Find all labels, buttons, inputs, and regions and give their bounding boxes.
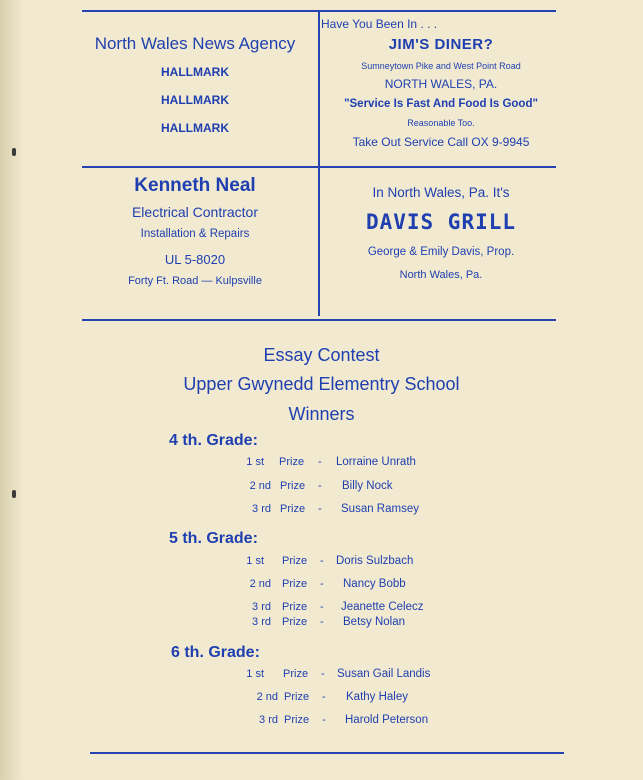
winner-row <box>0 480 643 498</box>
grill-intro: In North Wales, Pa. It's <box>372 185 510 200</box>
winner-dash: - <box>318 503 322 515</box>
diner-slogan: "Service Is Fast And Food Is Good" <box>344 98 538 110</box>
page-bottom-rule <box>90 752 564 754</box>
binding-hole <box>12 148 16 156</box>
winner-name: Doris Sulzbach <box>336 555 414 567</box>
winner-prize-label: Prize <box>280 480 306 492</box>
diner-note: Reasonable Too. <box>407 118 475 128</box>
grill-name: DAVIS GRILL <box>365 210 517 234</box>
winner-dash: - <box>318 456 322 468</box>
grill-town: North Wales, Pa. <box>399 269 483 281</box>
winner-row <box>0 714 643 732</box>
winner-dash: - <box>321 668 325 680</box>
winner-name: Jeanette Celecz <box>341 601 424 613</box>
diner-name: JIM'S DINER? <box>388 36 494 53</box>
diner-address: Sumneytown Pike and West Point Road <box>361 61 521 71</box>
winner-place: 1 st <box>246 456 264 468</box>
winner-row <box>0 456 643 474</box>
grade-heading: 6 th. Grade: <box>171 644 260 661</box>
winner-dash: - <box>320 555 324 567</box>
winner-name: Nancy Bobb <box>343 578 406 590</box>
winner-dash: - <box>322 714 326 726</box>
contractor-title: Electrical Contractor <box>131 204 259 220</box>
winner-prize-label: Prize <box>282 601 308 613</box>
winner-name: Lorraine Unrath <box>336 456 416 468</box>
winner-row <box>0 503 643 521</box>
contractor-services: Installation & Repairs <box>140 228 250 240</box>
davis-grill-ad <box>321 185 561 281</box>
winner-row <box>0 691 643 709</box>
winner-place: 1 st <box>246 668 264 680</box>
winner-prize-label: Prize <box>282 578 308 590</box>
news-agency-ad <box>70 34 320 135</box>
winner-place: 1 st <box>246 555 264 567</box>
hallmark-line: HALLMARK <box>161 93 229 107</box>
grade-heading: 5 th. Grade: <box>169 530 258 547</box>
winner-name: Harold Peterson <box>345 714 429 726</box>
ad-grid-bottom-rule <box>82 319 556 321</box>
winner-name: Susan Ramsey <box>341 503 419 515</box>
winner-place: 3 rd <box>252 503 271 515</box>
news-agency-name: North Wales News Agency <box>94 34 296 53</box>
jims-diner-ad <box>321 36 561 149</box>
winner-place: 2 nd <box>256 691 278 703</box>
winner-dash: - <box>320 616 324 628</box>
winner-prize-label: Prize <box>284 714 310 726</box>
winner-prize-label: Prize <box>283 668 309 680</box>
winner-name: Kathy Haley <box>346 691 409 703</box>
winner-dash: - <box>318 480 322 492</box>
winner-name: Susan Gail Landis <box>337 668 431 680</box>
winner-prize-label: Prize <box>280 503 306 515</box>
winner-prize-label: Prize <box>279 456 305 468</box>
winner-prize-label: Prize <box>282 616 308 628</box>
contest-subtitle: Winners <box>288 404 355 424</box>
contractor-address: Forty Ft. Road — Kulpsville <box>128 275 262 287</box>
winner-dash: - <box>320 578 324 590</box>
contractor-name: Kenneth Neal <box>134 175 256 196</box>
contractor-phone: UL 5-8020 <box>164 252 226 267</box>
winner-name: Billy Nock <box>342 480 393 492</box>
grade-heading: 4 th. Grade: <box>169 432 258 449</box>
grill-owners: George & Emily Davis, Prop. <box>367 246 515 258</box>
winner-row <box>0 668 643 686</box>
winner-dash: - <box>320 601 324 613</box>
winner-place: 2 nd <box>249 480 271 492</box>
hallmark-line: HALLMARK <box>161 65 229 79</box>
winner-row <box>0 616 643 634</box>
winner-prize-label: Prize <box>282 555 308 567</box>
diner-intro: Have You Been In . . . <box>321 17 438 31</box>
winner-place: 3 rd <box>252 616 271 628</box>
hallmark-line: HALLMARK <box>161 121 229 135</box>
winner-row <box>0 555 643 573</box>
diner-takeout: Take Out Service Call OX 9-9945 <box>352 135 530 149</box>
winner-place: 3 rd <box>252 601 271 613</box>
winner-dash: - <box>322 691 326 703</box>
winner-name: Betsy Nolan <box>343 616 406 628</box>
kenneth-neal-ad <box>70 175 320 287</box>
contest-school: Upper Gwynedd Elementry School <box>183 374 460 394</box>
winner-row <box>0 578 643 596</box>
winner-prize-label: Prize <box>284 691 310 703</box>
contest-title: Essay Contest <box>263 345 380 365</box>
winner-place: 3 rd <box>259 714 278 726</box>
winner-place: 2 nd <box>249 578 271 590</box>
diner-town: NORTH WALES, PA. <box>384 77 498 91</box>
